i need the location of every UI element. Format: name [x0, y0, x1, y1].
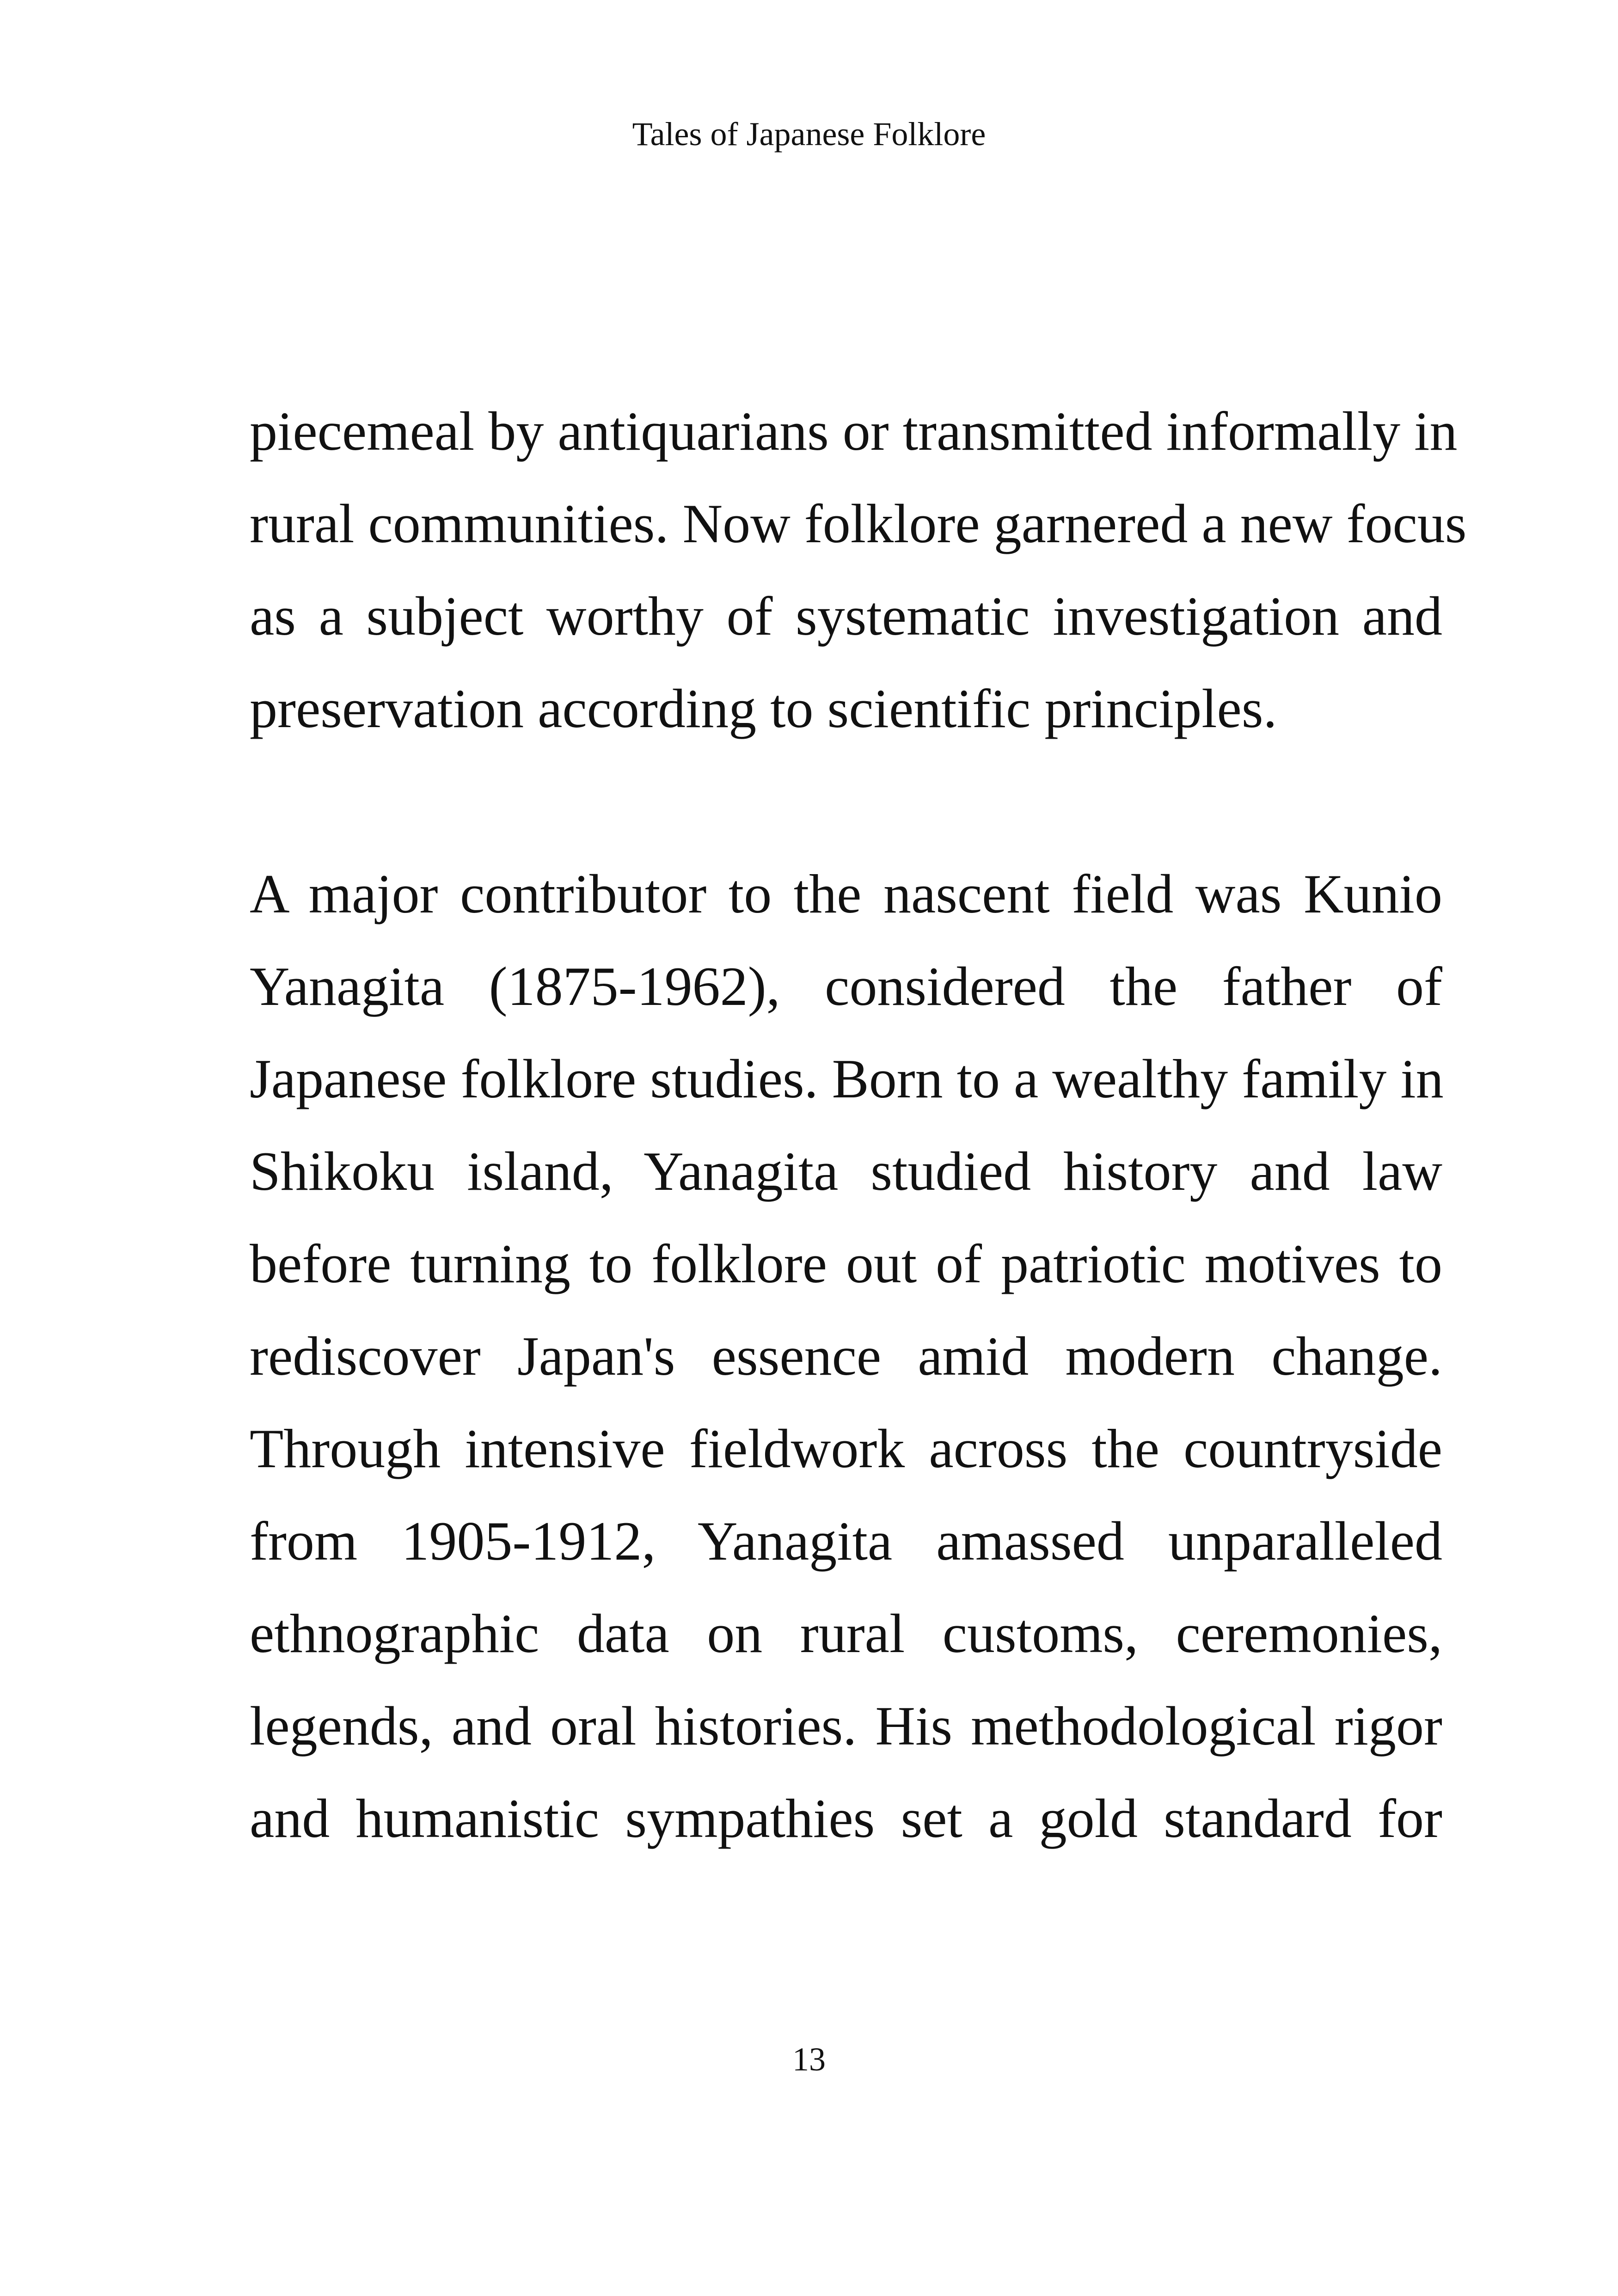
running-header: Tales of Japanese Folklore [632, 116, 986, 153]
paragraph-2 [250, 848, 1442, 1865]
text-line: rural communities. Now folklore garnered a new focus [250, 493, 1467, 554]
text-line: rediscover Japan's essence amid modern change. [250, 1325, 1442, 1387]
text-line: legends, and oral histories. His methodological rigor [250, 1695, 1442, 1757]
text-line: preservation according to scientific principles. [250, 678, 1277, 739]
text-line: Through intensive fieldwork across the countryside [250, 1418, 1442, 1479]
text-line: Japanese folklore studies. Born to a wealthy family in [250, 1048, 1444, 1109]
page-number: 13 [792, 2041, 826, 2078]
text-line: and humanistic sympathies set a gold standard for [250, 1788, 1442, 1849]
text-line: piecemeal by antiquarians or transmitted informally in [250, 400, 1458, 462]
paragraph-1 [250, 385, 1467, 755]
text-line: before turning to folklore out of patriotic motives to [250, 1233, 1442, 1294]
text-line: ethnographic data on rural customs, ceremonies, [250, 1603, 1442, 1664]
text-line: Yanagita (1875-1962), considered the father of [250, 955, 1442, 1017]
text-line: from 1905-1912, Yanagita amassed unparalleled [250, 1510, 1442, 1572]
text-line: Shikoku island, Yanagita studied history and law [250, 1140, 1442, 1202]
text-line: A major contributor to the nascent field was Kunio [250, 863, 1442, 925]
text-line: as a subject worthy of systematic investigation and [250, 585, 1442, 647]
